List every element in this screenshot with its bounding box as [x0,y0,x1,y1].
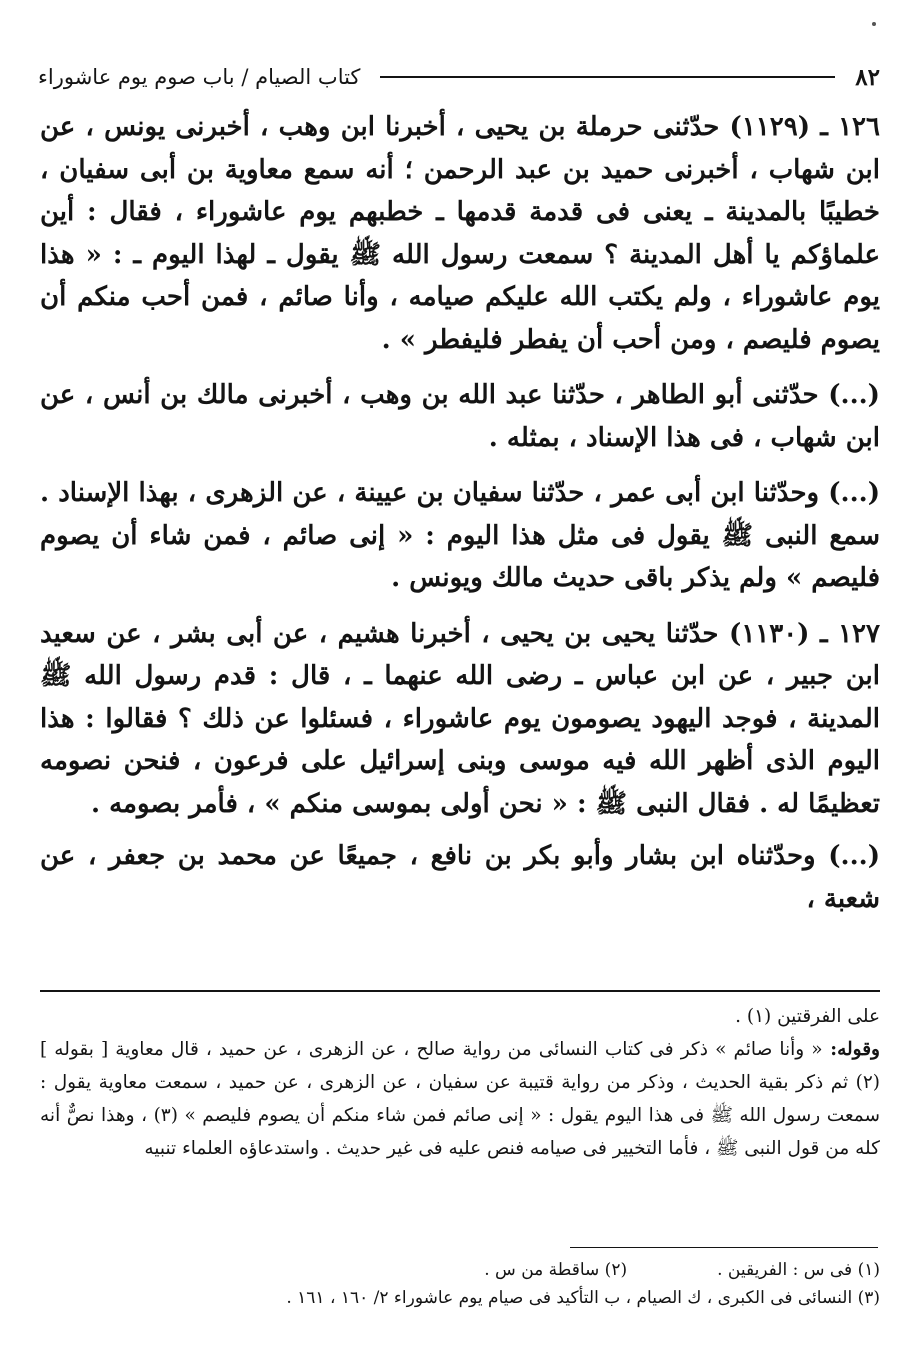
commentary-lead: وقوله: [822,1039,880,1060]
hadith-text: حدّثنا يحيى بن يحيى ، أخبرنا هشيم ، عن أبى بشر ، عن سعيد ابن جبير ، عن ابن عباس ـ رضى الله عنهما ـ ، قال : قدم رسول الله ﷺ المدينة ، فوجد اليهود يصومون يوم عاشوراء ، فسئلوا عن ذلك ؟ فقالوا : هذا اليوم الذى أظهر الله فيه موسى وبنى إسرائيل على فرعون ، فنحن نصومه تعظيمًا له . فقال النبى ﷺ : « نحن أولى بموسى منكم » ، فأمر بصومه . [40,618,880,819]
header-rule [380,76,835,78]
commentary-block [40,1000,880,1165]
footnote-3: (٣) النسائى فى الكبرى ، ك الصيام ، ب التأكيد فى صيام يوم عاشوراء ٢/ ١٦٠ ، ١٦١ . [286,1288,880,1308]
hadith-text: حدّثنى حرملة بن يحيى ، أخبرنا ابن وهب ، أخبرنى يونس ، عن ابن شهاب ، أخبرنى حميد بن عبد الرحمن ؛ أنه سمع معاوية بن أبى سفيان ، خطيبًا بالمدينة ـ يعنى فى قدمة قدمها ـ خطبهم يوم عاشوراء ، فقال : أين علماؤكم يا أهل المدينة ؟ سمعت رسول الله ﷺ يقول ـ لهذا اليوم ـ : « هذا يوم عاشوراء ، ولم يكتب الله عليكم صيامه ، وأنا صائم ، فمن أحب منكم أن يصوم فليصم ، ومن أحب أن يفطر فليفطر » . [40,112,880,355]
running-header [38,60,880,94]
hadith-paragraph [40,374,880,459]
commentary-paragraph [40,1033,880,1165]
hadith-number: ١٢٦ ـ (١١٢٩) [729,112,880,142]
footnote-rule [570,1247,878,1248]
footnotes [40,1256,880,1312]
running-title: كتاب الصيام / باب صوم يوم عاشوراء [38,65,361,89]
hadith-paragraph [40,472,880,600]
main-text [40,106,880,920]
footnote-1: (١) فى س : الفريقين . [717,1260,880,1280]
footnote-2: (٢) ساقطة من س . [484,1260,628,1280]
commentary-first-line: على الفرقتين (١) . [735,1006,880,1027]
page-number: ٨٢ [855,63,880,91]
hadith-number: ١٢٧ ـ (١١٣٠) [729,618,880,649]
footnote-row [40,1256,880,1284]
hadith-paragraph [40,106,880,361]
commentary-body: « وأنا صائم » ذكر فى كتاب النسائى من رواية صالح ، عن الزهرى ، عن حميد ، قال معاوية [ بقوله ] (٢) ثم ذكر بقية الحديث ، وذكر من رواية قتيبة عن سفيان ، عن الزهرى ، عن حميد ، سمعت معاوية يقول : سمعت رسول الله ﷺ فى هذا اليوم يقول : « إنى صائم فمن شاء منكم أن يصوم فليصم » (٣) ، وهذا نصٌّ أنه كله من قول النبى ﷺ ، فأما التخيير فى صيامه فنص عليه فى غير حديث . واستدعاؤه العلماء تنبيه [40,1039,880,1159]
hadith-text: (...) وحدّثنا ابن أبى عمر ، حدّثنا سفيان بن عيينة ، عن الزهرى ، بهذا الإسناد . سمع النبى ﷺ يقول فى مثل هذا اليوم : « إنى صائم ، فمن شاء أن يصوم فليصم » ولم يذكر باقى حديث مالك ويونس . [40,478,880,593]
scan-speck [872,22,876,26]
hadith-paragraph [40,613,880,826]
commentary-separator [40,990,880,992]
hadith-paragraph [40,835,880,920]
hadith-text: (...) حدّثنى أبو الطاهر ، حدّثنا عبد الله بن وهب ، أخبرنى مالك بن أنس ، عن ابن شهاب ، فى هذا الإسناد ، بمثله . [40,380,880,453]
hadith-text: (...) وحدّثناه ابن بشار وأبو بكر بن نافع ، جميعًا عن محمد بن جعفر ، عن شعبة ، [40,841,880,914]
